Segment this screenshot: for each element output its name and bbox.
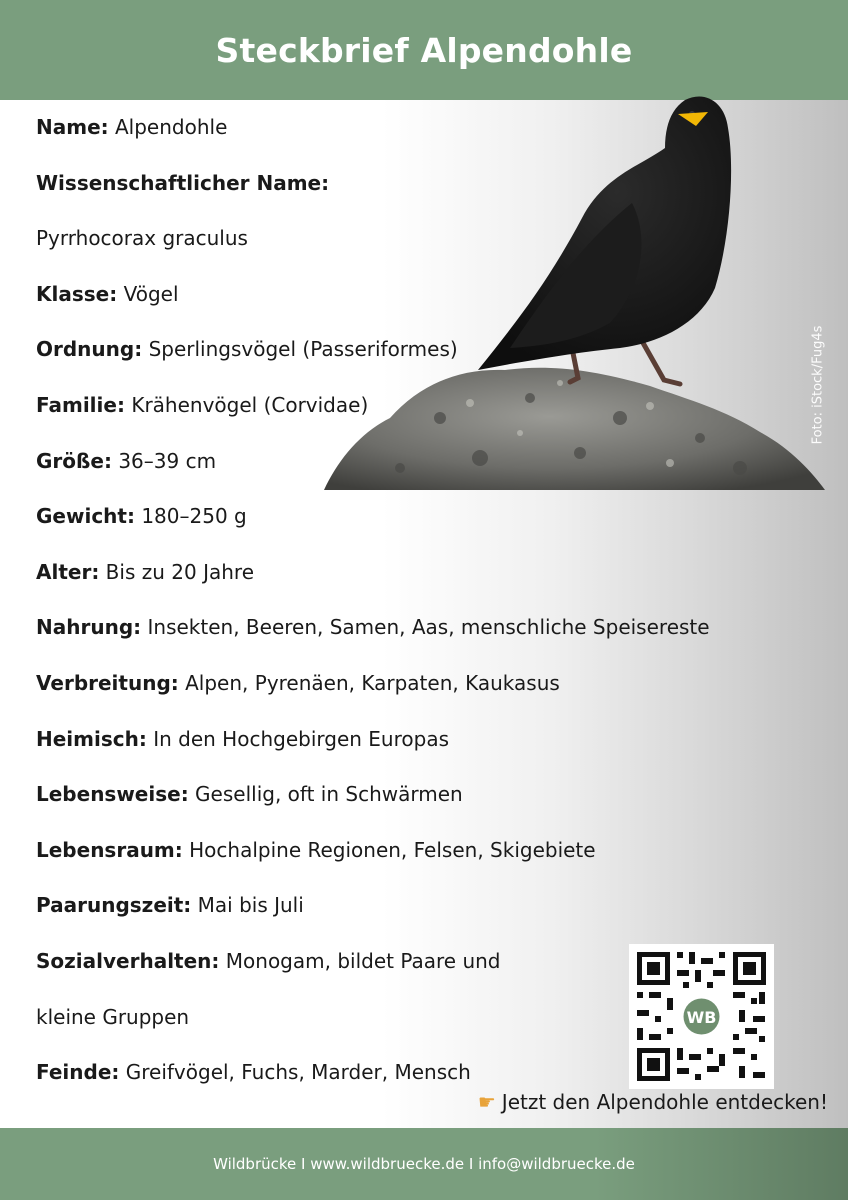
fact-row [36, 277, 796, 333]
fact-row [36, 777, 796, 833]
fact-label: Alter: [36, 559, 100, 584]
fact-value: kleine Gruppen [36, 1004, 190, 1029]
fact-label: Wissenschaftlicher Name: [36, 170, 330, 195]
fact-value: Hochalpine Regionen, Felsen, Skigebiete [182, 837, 596, 862]
fact-value: In den Hochgebirgen Europas [146, 726, 449, 751]
fact-label: Größe: [36, 448, 112, 473]
fact-row [36, 332, 796, 388]
fact-value: Sperlingsvögel (Passeriformes) [142, 337, 458, 362]
fact-label: Heimisch: [36, 726, 147, 751]
fact-row [36, 722, 796, 778]
fact-row [36, 444, 796, 500]
fact-row [36, 555, 796, 611]
photo-credit: Foto: iStock/Fug4s [810, 325, 826, 445]
call-to-action[interactable] [478, 1090, 828, 1114]
fact-row [36, 166, 796, 222]
fact-label: Klasse: [36, 281, 118, 306]
fact-value: Insekten, Beeren, Samen, Aas, menschliche Speisereste [141, 615, 710, 640]
cta-text: Jetzt den Alpendohle entdecken! [501, 1090, 828, 1114]
fact-label: Familie: [36, 392, 125, 417]
fact-value: Alpendohle [108, 115, 228, 139]
fact-label: Paarungszeit: [36, 893, 192, 918]
fact-row [36, 110, 796, 166]
fact-value: Bis zu 20 Jahre [99, 559, 254, 584]
footer-contact: Wildbrücke I www.wildbruecke.de I info@wildbruecke.de [213, 1155, 635, 1173]
qr-logo-text: WB [686, 1008, 717, 1027]
fact-row [36, 499, 796, 555]
fact-label: Nahrung: [36, 615, 142, 640]
fact-value: Vögel [117, 281, 179, 306]
qr-code-graphic [629, 944, 774, 1089]
fact-value: Mai bis Juli [191, 893, 304, 918]
fact-label: Gewicht: [36, 504, 135, 529]
qr-code[interactable] [629, 944, 774, 1089]
fact-row [36, 610, 796, 666]
fact-label: Lebensraum: [36, 837, 183, 862]
fact-row [36, 833, 796, 889]
fact-value: Pyrrhocorax graculus [36, 226, 248, 251]
fact-value: Gesellig, oft in Schwärmen [188, 782, 463, 807]
fact-value: 36–39 cm [111, 448, 217, 473]
fact-row [36, 888, 796, 944]
fact-value: Alpen, Pyrenäen, Karpaten, Kaukasus [178, 670, 560, 695]
fact-value: Krähenvögel (Corvidae) [124, 392, 369, 417]
footer-bar [0, 1128, 848, 1200]
fact-label: Feinde: [36, 1060, 120, 1085]
header-bar [0, 0, 848, 100]
fact-row [36, 388, 796, 444]
fact-value: Monogam, bildet Paare und [219, 948, 501, 973]
fact-label: Verbreitung: [36, 670, 179, 695]
fact-label: Lebensweise: [36, 782, 189, 807]
fact-value: 180–250 g [134, 504, 247, 529]
page-title: Steckbrief Alpendohle [215, 30, 633, 70]
fact-label: Ordnung: [36, 337, 143, 362]
fact-value: Greifvögel, Fuchs, Marder, Mensch [119, 1060, 471, 1085]
fact-label: Name: [36, 115, 109, 139]
fact-row [36, 221, 796, 277]
fact-row [36, 666, 796, 722]
pointing-hand-icon: ☛ [477, 1090, 496, 1114]
fact-label: Sozialverhalten: [36, 948, 220, 973]
